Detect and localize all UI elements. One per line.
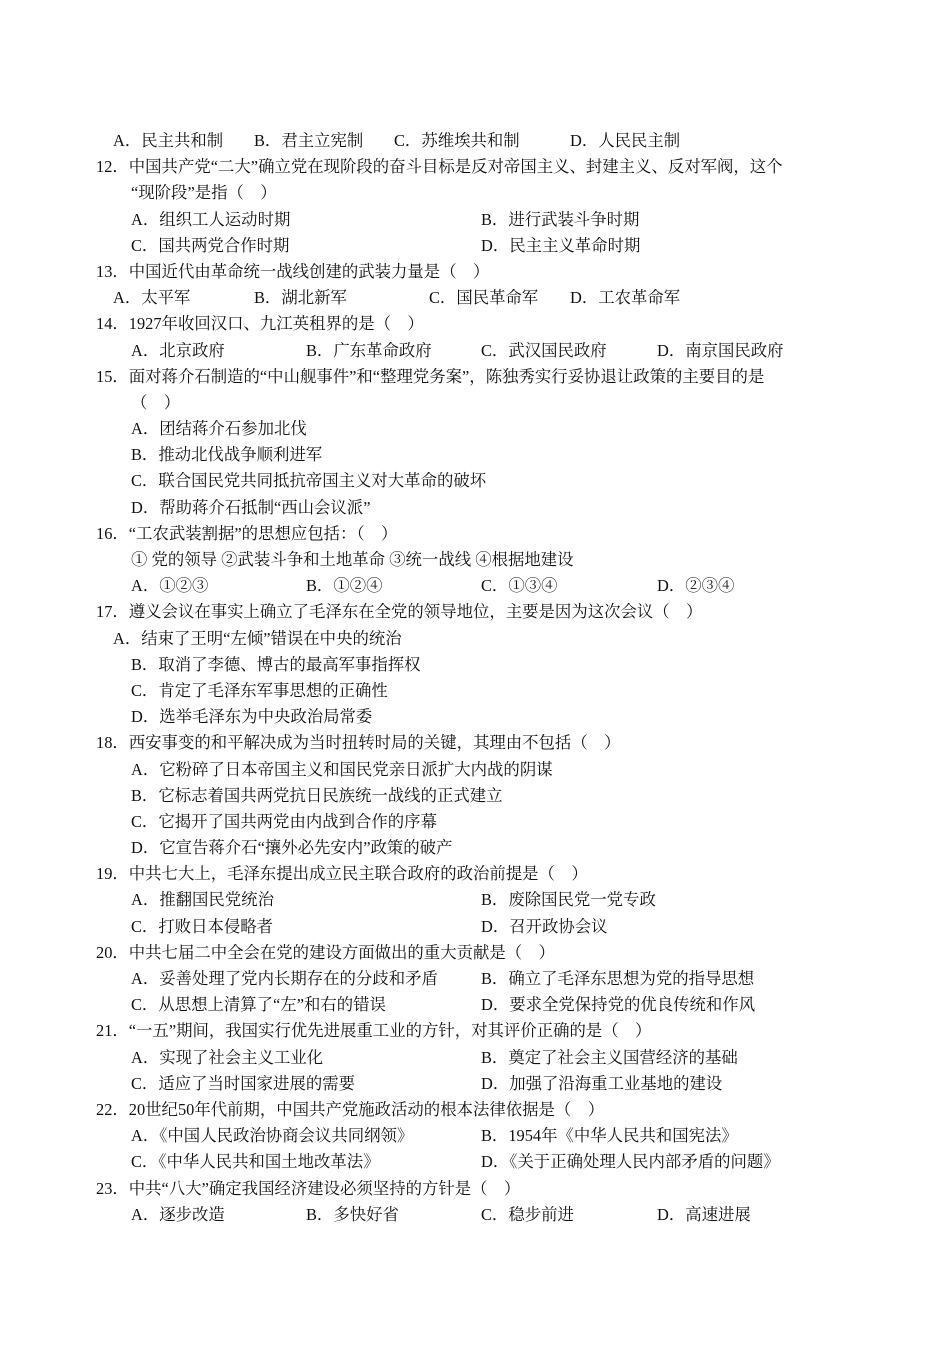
- option: C．①③④: [481, 576, 558, 596]
- option: A．北京政府: [131, 340, 225, 360]
- question-text: 16．“工农武装割据”的思想应包括：（ ）: [96, 523, 398, 543]
- question-20: [0, 940, 950, 966]
- option: C．稳步前进: [481, 1204, 574, 1224]
- option: B．君主立宪制: [254, 131, 364, 150]
- option: C．它揭开了国共两党由内战到合作的序幕: [131, 811, 437, 831]
- options-line: [0, 966, 950, 992]
- question-continuation: [0, 390, 950, 416]
- option: C．国共两党合作时期: [131, 235, 290, 255]
- option: D．南京国民政府: [657, 340, 784, 360]
- options-line: [0, 338, 950, 364]
- options-line: [0, 652, 950, 678]
- question-text: 13．中国近代由革命统一战线创建的武装力量是（ ）: [96, 261, 490, 281]
- option: D．高速进展: [657, 1204, 751, 1224]
- option: D．召开政协会议: [481, 916, 608, 936]
- question-21: [0, 1018, 950, 1044]
- option: B．湖北新军: [254, 288, 347, 308]
- options-line: [0, 1123, 950, 1149]
- option: C．从思想上清算了“左”和右的错误: [131, 995, 386, 1015]
- options-line: [0, 1149, 950, 1175]
- options-line: [0, 704, 950, 730]
- question-text: 20．中共七届二中全会在党的建设方面做出的重大贡献是（ ）: [96, 942, 555, 962]
- options-line: [0, 207, 950, 233]
- question-text: 12．中国共产党“二大”确立党在现阶段的奋斗目标是反对帝国主义、封建主义、反对军阀，这个: [96, 157, 783, 177]
- question-text: 15．面对蒋介石制造的“中山舰事件”和“整理党务案”，陈独秀实行妥协退让政策的主要目的是: [96, 366, 765, 386]
- options-line: [0, 495, 950, 521]
- option: B．废除国民党一党专政: [481, 890, 656, 910]
- option: C．《中华人民共和国土地改革法》: [131, 1152, 380, 1172]
- question-text: “现阶段”是指（ ）: [131, 183, 277, 203]
- option: C．联合国民党共同抵抗帝国主义对大革命的破坏: [131, 471, 487, 491]
- option: B．推动北伐战争顺利进军: [131, 445, 323, 465]
- question-12: [0, 154, 950, 180]
- question-text: 19．中共七大上，毛泽东提出成立民主联合政府的政治前提是（ ）: [96, 864, 588, 884]
- question-23: [0, 1176, 950, 1202]
- option: B．取消了李德、博古的最高军事指挥权: [131, 654, 421, 674]
- option: D．《关于正确处理人民内部矛盾的问题》: [481, 1152, 780, 1172]
- statement-list: [0, 547, 950, 573]
- option: A．逐步改造: [131, 1204, 225, 1224]
- options-line: [0, 416, 950, 442]
- option: C．肯定了毛泽东军事思想的正确性: [131, 680, 388, 700]
- options-line: [0, 285, 950, 311]
- option: B．它标志着国共两党抗日民族统一战线的正式建立: [131, 785, 503, 805]
- question-14: [0, 311, 950, 337]
- question-18: [0, 730, 950, 756]
- exam-page: [0, 128, 950, 1228]
- option: A．实现了社会主义工业化: [131, 1047, 324, 1067]
- options-line: [0, 1045, 950, 1071]
- option: C．武汉国民政府: [481, 340, 607, 360]
- question-text: 23．中共“八大”确定我国经济建设必须坚持的方针是（ ）: [96, 1178, 521, 1198]
- option: D．要求全党保持党的优良传统和作风: [481, 995, 756, 1015]
- question-16: [0, 521, 950, 547]
- option: A．推翻国民党统治: [131, 890, 274, 910]
- option: A．它粉碎了日本帝国主义和国民党亲日派扩大内战的阴谋: [131, 759, 553, 779]
- option: A．太平军: [113, 288, 191, 308]
- option: D．工农革命军: [570, 288, 681, 308]
- option: A．妥善处理了党内长期存在的分歧和矛盾: [131, 969, 438, 988]
- option: B．①②④: [306, 576, 383, 596]
- option: A．《中国人民政治协商会议共同纲领》: [131, 1126, 414, 1146]
- option: D．它宣告蒋介石“攘外必先安内”政策的破产: [131, 838, 453, 858]
- question-13: [0, 259, 950, 285]
- options-line: [0, 233, 950, 259]
- option: B．1954年《中华人民共和国宪法》: [481, 1126, 738, 1146]
- option: B．广东革命政府: [306, 340, 432, 360]
- question-text: 14．1927年收回汉口、九江英租界的是（ ）: [96, 314, 424, 334]
- options-line: [0, 783, 950, 809]
- options-line: [0, 887, 950, 913]
- option: C．适应了当时国家进展的需要: [131, 1073, 356, 1093]
- question-15: [0, 364, 950, 390]
- options-line: [0, 442, 950, 468]
- option: C．国民革命军: [429, 288, 539, 308]
- question-text: （ ）: [131, 392, 181, 412]
- option: A．①②③: [131, 576, 209, 596]
- options-line: [0, 1071, 950, 1097]
- question-text: 21．“一五”期间，我国实行优先进展重工业的方针，对其评价正确的是（ ）: [96, 1021, 652, 1041]
- option: A．组织工人运动时期: [131, 209, 291, 229]
- options-line: [0, 809, 950, 835]
- option: C．打败日本侵略者: [131, 916, 274, 936]
- options-line: [0, 468, 950, 494]
- question-text: 22．20世纪50年代前期，中国共产党施政活动的根本法律依据是（ ）: [96, 1099, 605, 1119]
- option: B．进行武装斗争时期: [481, 209, 640, 229]
- option: B．奠定了社会主义国营经济的基础: [481, 1047, 738, 1067]
- options-line: [0, 128, 950, 154]
- option: D．选举毛泽东为中央政治局常委: [131, 707, 373, 727]
- option: A．民主共和制: [113, 131, 224, 150]
- question-text: 18．西安事变的和平解决成为当时扭转时局的关键，其理由不包括（ ）: [96, 733, 621, 753]
- options-line: [0, 757, 950, 783]
- options-line: [0, 835, 950, 861]
- option: A．团结蒋介石参加北伐: [131, 419, 307, 439]
- options-line: [0, 914, 950, 940]
- statements: ① 党的领导 ②武装斗争和土地革命 ③统一战线 ④根据地建设: [131, 550, 574, 569]
- options-line: [0, 992, 950, 1018]
- question-text: 17．遵义会议在事实上确立了毛泽东在全党的领导地位，主要是因为这次会议（ ）: [96, 602, 703, 622]
- question-22: [0, 1097, 950, 1123]
- question-continuation: [0, 180, 950, 206]
- options-line: [0, 678, 950, 704]
- options-line: [0, 573, 950, 599]
- options-line: [0, 626, 950, 652]
- option: D．帮助蒋介石抵制“西山会议派”: [131, 497, 371, 517]
- option: D．加强了沿海重工业基地的建设: [481, 1073, 723, 1093]
- option: D．民主主义革命时期: [481, 235, 641, 255]
- option: C．苏维埃共和制: [394, 131, 520, 150]
- question-19: [0, 861, 950, 887]
- option: D．人民民主制: [570, 131, 681, 150]
- question-17: [0, 599, 950, 625]
- option: D．②③④: [657, 576, 735, 596]
- option: B．多快好省: [306, 1204, 399, 1224]
- options-line: [0, 1202, 950, 1228]
- option: A．结束了王明“左倾”错误在中央的统治: [113, 628, 402, 648]
- option: B．确立了毛泽东思想为党的指导思想: [481, 969, 755, 988]
